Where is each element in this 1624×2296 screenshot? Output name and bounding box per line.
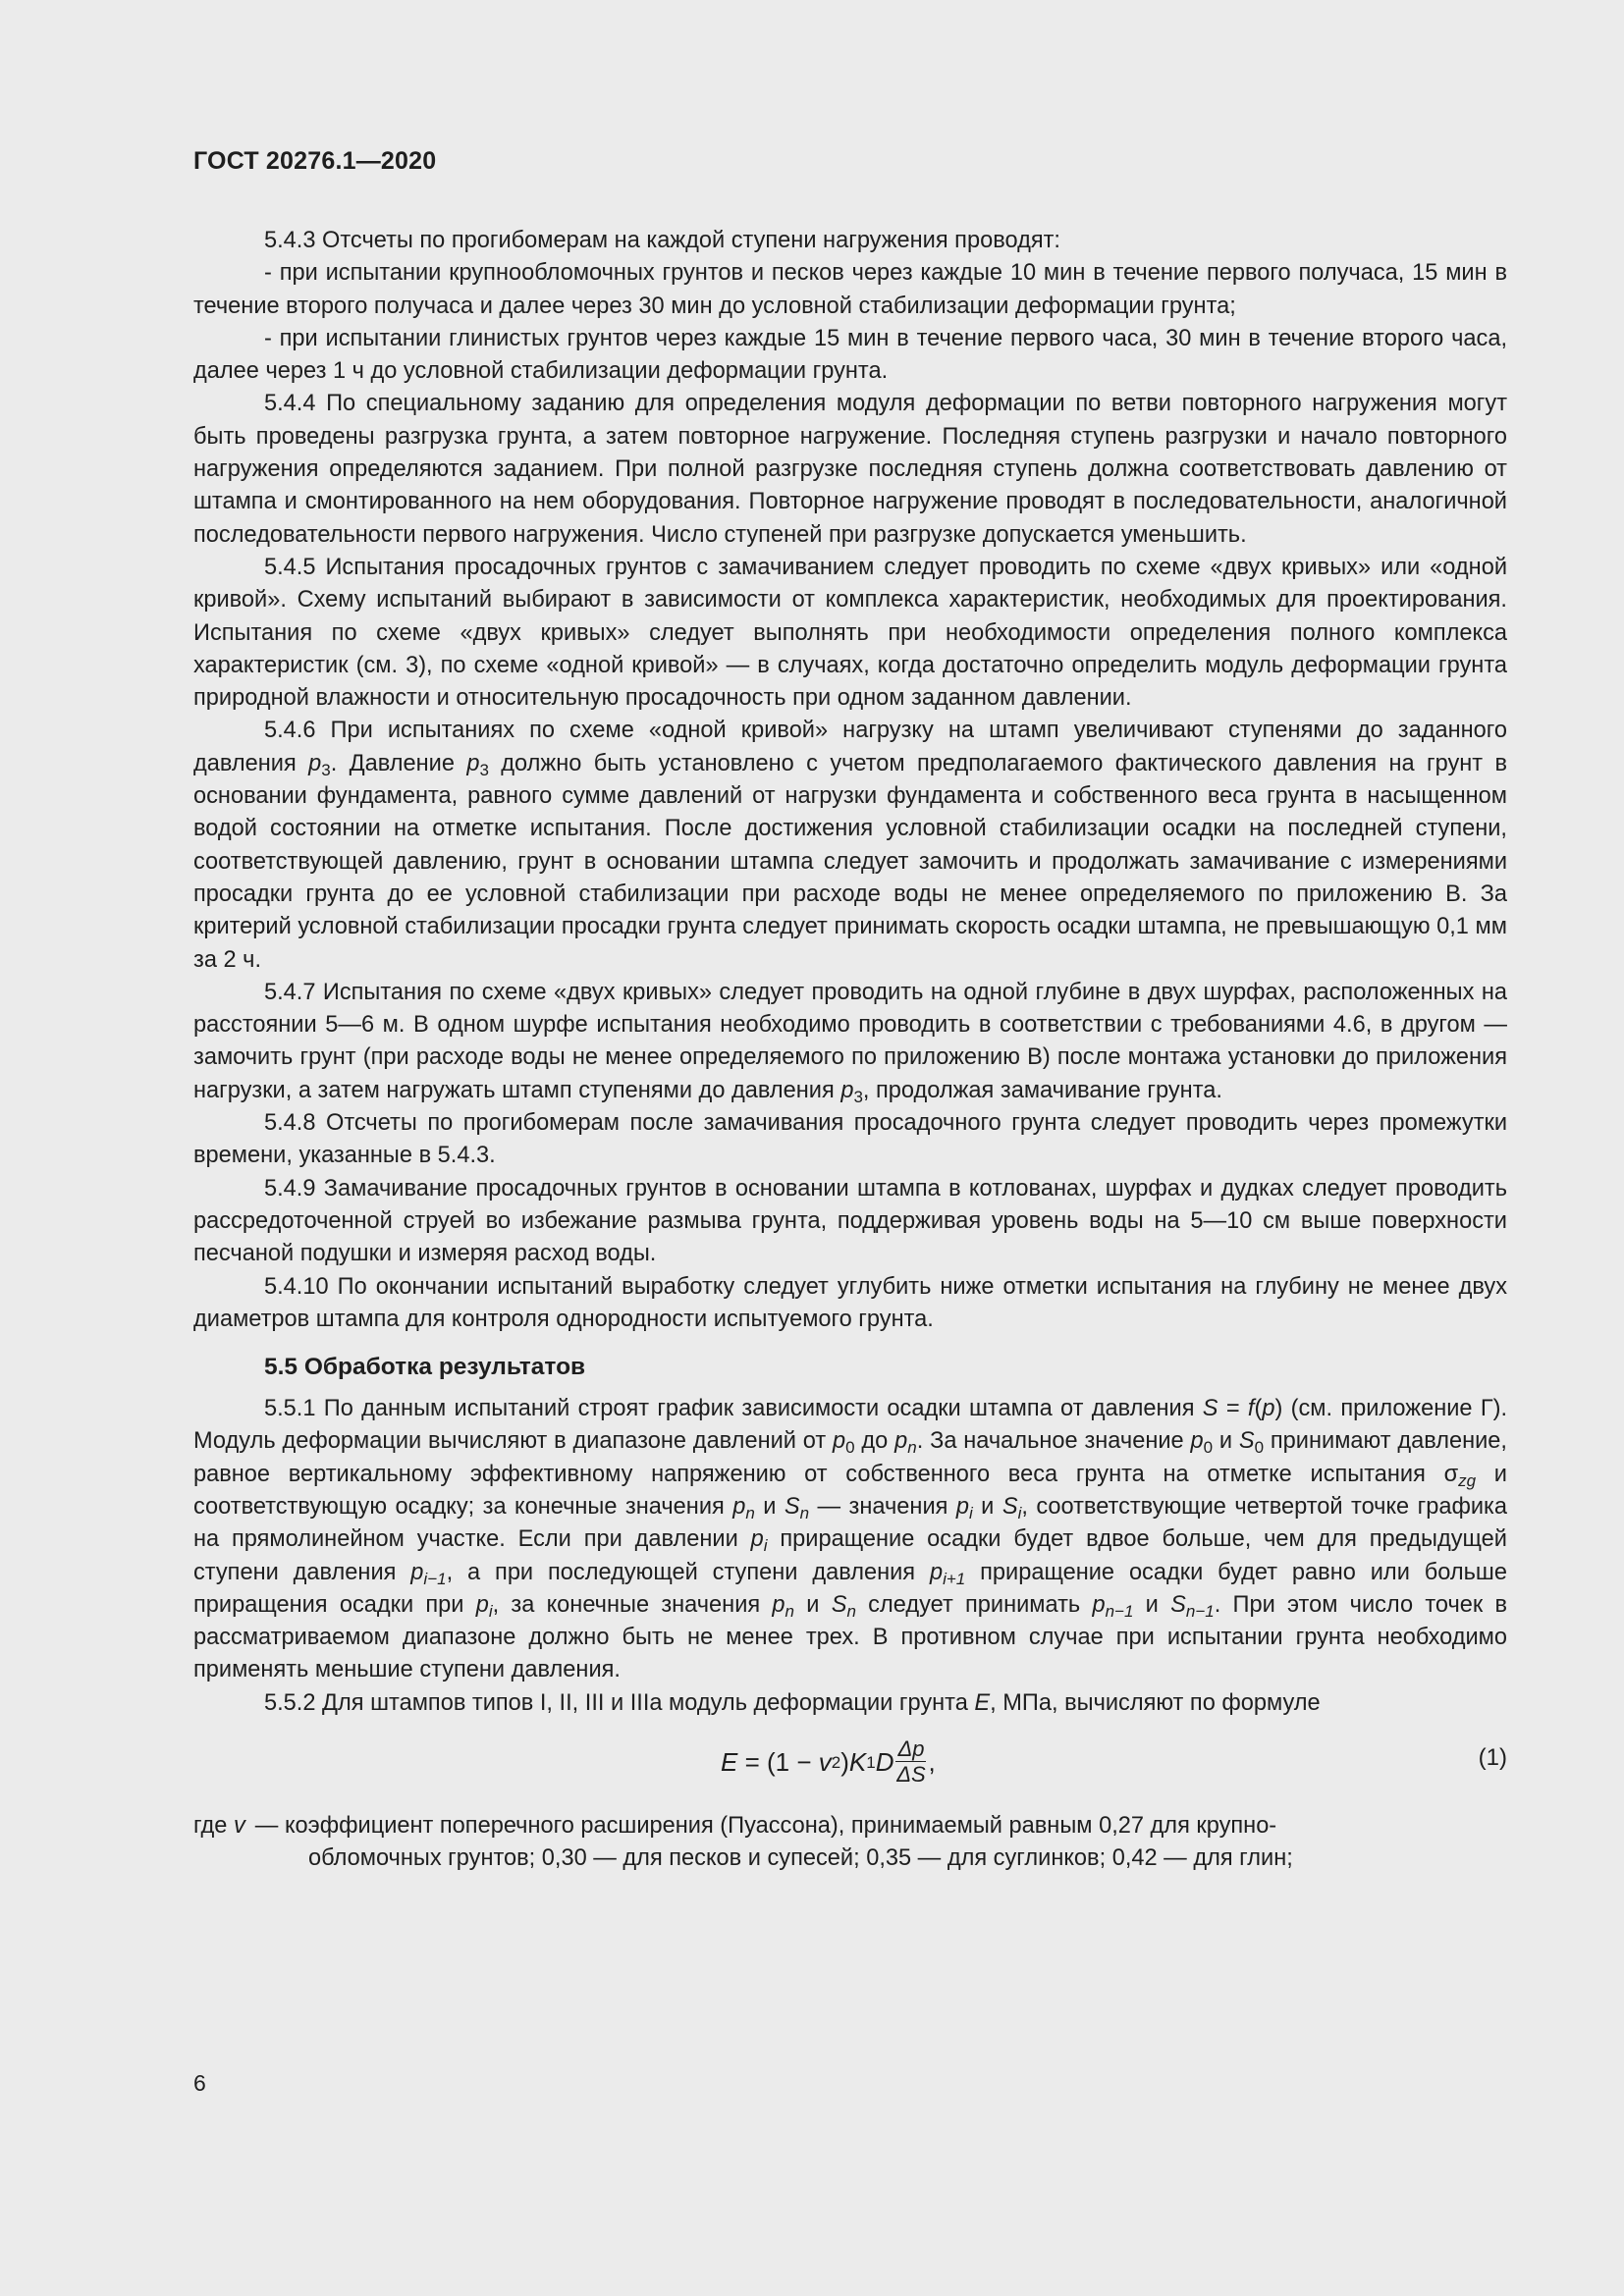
text-run: 5.4.7 Испытания по схеме «двух кривых» следует проводить на одной глубине в двух шурфах, расположенных на расстоянии 5—6 м. В одном шурфе испытания необходимо проводить в соответствии с требованиями 4.6, в другом — замочить грунт (при расходе воды не менее определяемого по приложению В) после монтажа установки до приложения нагрузки, а затем нагружать штамп ступенями до давления xyxy=(193,979,1507,1103)
text-run: ( xyxy=(1254,1396,1263,1422)
where-label xyxy=(193,1810,245,1842)
symbol-E: E xyxy=(974,1689,991,1716)
text-run: , МПа, вычисляют по формуле xyxy=(990,1689,1321,1716)
paragraph-5-4-8: 5.4.8 Отсчеты по прогибомерам после замачивания просадочного грунта следует проводить через промежутки времени, указанные в 5.4.3. xyxy=(193,1110,1507,1169)
where-text: — коэффициент поперечного расширения (Пуассона), принимаемый равным 0,27 для крупно- xyxy=(254,1813,1277,1840)
section-title: 5.5 Обработка результатов xyxy=(264,1354,586,1381)
paragraph-5-5-1 xyxy=(193,1393,1507,1687)
paragraph-5-4-9: 5.4.9 Замачивание просадочных грунтов в основании штампа в котлованах, шурфах и дудках следует проводить рассредоточенной струей во избежание размыва грунта, поддерживая уровень воды на 5—10 см выше поверхности песчаной подушки и измеряя расход воды. xyxy=(193,1175,1507,1267)
symbol-p: p xyxy=(929,1559,944,1585)
text-run: . Давление xyxy=(330,750,467,776)
symbol-S: S xyxy=(1202,1396,1218,1422)
formula-row xyxy=(193,1724,1507,1806)
symbol-S: S xyxy=(1001,1493,1018,1520)
subscript: i xyxy=(1017,1503,1022,1522)
subscript: 0 xyxy=(1254,1438,1265,1458)
text-run: . За начальное значение xyxy=(916,1428,1191,1455)
formula: E = (1 − v 2 ) K 1 D $\frac{\Delta p}{\Delta S}$ , xyxy=(721,1736,936,1788)
paragraph-5-4-4: 5.4.4 По специальному заданию для определения модуля деформации по ветви повторного нагружения могут быть проведены разгрузка грунта, а затем повторное нагружение. Последняя ступень разгрузки и начало повторного нагружения определяются заданием. При полной разгрузке последняя ступень должна соответствовать давлению от штампа и смонтированного на нем оборудования. Повторное нагружение проводят в последовательности, аналогичной последовательности первого нагружения. Число ступеней при разгрузке допускается уменьшить. xyxy=(193,391,1507,548)
subscript: n xyxy=(745,1503,755,1522)
formula-number: (1) xyxy=(1478,1744,1507,1772)
fraction-denominator: ΔS xyxy=(896,1762,926,1788)
symbol-S: S xyxy=(1170,1591,1186,1618)
text-run: — значения xyxy=(809,1493,956,1520)
text-run: приращение осадки будет вдвое больше, чем для предыдущей ступени давления xyxy=(193,1526,1507,1585)
page-number: 6 xyxy=(193,2070,206,2096)
text-run: следует принимать xyxy=(855,1591,1093,1618)
subscript: 3 xyxy=(853,1087,863,1106)
text-run: , продолжая замачивание грунта. xyxy=(862,1077,1222,1103)
fraction-numerator: Δp xyxy=(897,1736,925,1762)
text-run: ) (см. приложение Г). Модуль деформации вычисляют в диапазоне давлений от xyxy=(193,1396,1508,1455)
symbol-f: f xyxy=(1247,1396,1255,1422)
symbol-p: p xyxy=(475,1591,489,1618)
text-run: 5.4.6 При испытаниях по схеме «одной кривой» нагрузку на штамп увеличивают ступенями до заданного давления xyxy=(193,718,1507,776)
text-run: . При этом число точек в рассматриваемом диапазоне должно быть не менее трех. В противном случае при испытании грунта необходимо применять меньшие ступени давления. xyxy=(193,1591,1507,1683)
document-body xyxy=(193,225,1507,1876)
text-run: , за конечные значения xyxy=(492,1591,773,1618)
list-item: - при испытании глинистых грунтов через каждые 15 мин в течение первого часа, 30 мин в течение второго часа, далее через 1 ч до условной стабилизации деформации грунта. xyxy=(193,325,1507,385)
text-run: и соответствующую осадку; за конечные значения xyxy=(193,1461,1507,1520)
paragraph-5-5-2 xyxy=(193,1687,1507,1720)
subscript: n−1 xyxy=(1105,1601,1134,1621)
formula-part: D xyxy=(875,1746,894,1777)
formula-part: , xyxy=(928,1746,936,1777)
subscript: 0 xyxy=(845,1438,855,1458)
text-run: и xyxy=(972,1493,1002,1520)
symbol-p: p xyxy=(750,1526,764,1553)
text-run: 5.5.1 По данным испытаний строят график зависимости осадки штампа от давления xyxy=(264,1396,1203,1422)
formula-part: ) xyxy=(840,1746,849,1777)
subscript: n xyxy=(799,1503,810,1522)
symbol-v: v xyxy=(234,1813,245,1840)
subscript: n xyxy=(907,1438,917,1458)
where-text-continued: обломочных грунтов; 0,30 — для песков и супесей; 0,35 — для суглинков; 0,42 — для глин; xyxy=(308,1845,1293,1872)
symbol-p: p xyxy=(894,1428,908,1455)
subscript: i xyxy=(968,1503,973,1522)
symbol-p: p xyxy=(732,1493,746,1520)
formula-part: = (1 − xyxy=(737,1746,819,1777)
formula-fraction xyxy=(895,1737,926,1788)
text-run: и xyxy=(1133,1591,1171,1618)
where-clause xyxy=(193,1810,1507,1842)
symbol-p: p xyxy=(772,1591,785,1618)
text-run: и xyxy=(1213,1428,1239,1455)
subscript: i xyxy=(763,1536,768,1556)
subscript: i−1 xyxy=(423,1569,447,1588)
symbol-p: p xyxy=(1262,1396,1275,1422)
where-word: где xyxy=(193,1813,228,1840)
subscript: 3 xyxy=(321,760,331,779)
formula-part: v xyxy=(818,1746,832,1777)
subscript: i xyxy=(488,1601,493,1621)
document-code-header: ГОСТ 20276.1—2020 xyxy=(193,147,437,175)
subscript: 0 xyxy=(1203,1438,1214,1458)
paragraph-5-4-5: 5.4.5 Испытания просадочных грунтов с замачиванием следует проводить по схеме «двух кривых» или «одной кривой». Схему испытаний выбирают в зависимости от комплекса характеристик, необходимых для проектирования. Испытания по схеме «двух кривых» следует выполнять при необходимости определения полного комплекса характеристик (см. 3), по схеме «одной кривой» — в случаях, когда достаточно определить модуль деформации грунта природной влажности и относительную просадочность при одном заданном давлении. xyxy=(193,554,1507,712)
subscript: n−1 xyxy=(1185,1601,1215,1621)
text-run: , соответствующие четвертой точке графика на прямолинейном участке. Если при давлении xyxy=(193,1493,1508,1553)
symbol-p: p xyxy=(955,1493,969,1520)
formula-lhs: E xyxy=(721,1746,738,1777)
paragraph-5-4-3: 5.4.3 Отсчеты по прогибомерам на каждой ступени нагружения проводят: xyxy=(264,228,1060,253)
paragraph-5-4-10: 5.4.10 По окончании испытаний выработку следует углубить ниже отметки испытания на глубину не менее двух диаметров штампа для контроля однородности испытуемого грунта. xyxy=(193,1273,1507,1332)
text-run: = xyxy=(1218,1396,1248,1422)
symbol-S: S xyxy=(1238,1428,1255,1455)
subscript: n xyxy=(846,1601,856,1621)
symbol-p: p xyxy=(833,1428,846,1455)
subscript: n xyxy=(785,1601,795,1621)
symbol-p: p xyxy=(466,750,480,776)
symbol-p: p xyxy=(410,1559,424,1585)
subscript: 3 xyxy=(479,760,489,779)
text-run: и xyxy=(794,1591,832,1618)
formula-part: K xyxy=(848,1746,867,1777)
symbol-p: p xyxy=(1092,1591,1106,1618)
subscript: zg xyxy=(1458,1470,1477,1490)
subscript: i+1 xyxy=(943,1569,966,1588)
paragraph-5-4-7 xyxy=(193,977,1507,1107)
text-run: 5.5.2 Для штампов типов I, II, III и IIIа модуль деформации грунта xyxy=(264,1689,975,1716)
text-run: приращение осадки будет равно или больше приращения осадки при xyxy=(193,1559,1507,1618)
text-run: до xyxy=(854,1428,895,1455)
list-item: - при испытании крупнообломочных грунтов и песков через каждые 10 мин в течение первого получаса, 15 мин в течение второго получаса и далее через 30 мин до условной стабилизации деформации грунта; xyxy=(193,260,1507,319)
symbol-p: p xyxy=(1190,1428,1204,1455)
symbol-S: S xyxy=(831,1591,847,1618)
text-run: должно быть установлено с учетом предполагаемого фактического давления на грунт в основании фундамента, равного сумме давлений от нагрузки фундамента и собственного веса грунта в насыщенном водой состоянии на отметке испытания. После достижения условной стабилизации осадки на последней ступени, соответствующей давлению, грунт в основании штампа следует замочить и продолжать замачивание с измерениями просадки грунта до ее условной стабилизации при расходе воды не менее определяемого по приложению В. За критерий условной стабилизации просадки грунта следует принимать скорость осадки штампа, не превышающую 0,1 мм за 2 ч. xyxy=(193,750,1508,973)
symbol-S: S xyxy=(784,1493,800,1520)
text-run: и xyxy=(754,1493,785,1520)
symbol-p: p xyxy=(308,750,322,776)
text-run: принимают давление, равное вертикальному эффективному напряжению от собственного веса грунта на отметке испытания σ xyxy=(193,1428,1507,1487)
text-run: , а при последующей ступени давления xyxy=(446,1559,930,1585)
symbol-p: p xyxy=(840,1077,854,1103)
paragraph-5-4-6 xyxy=(193,715,1507,976)
